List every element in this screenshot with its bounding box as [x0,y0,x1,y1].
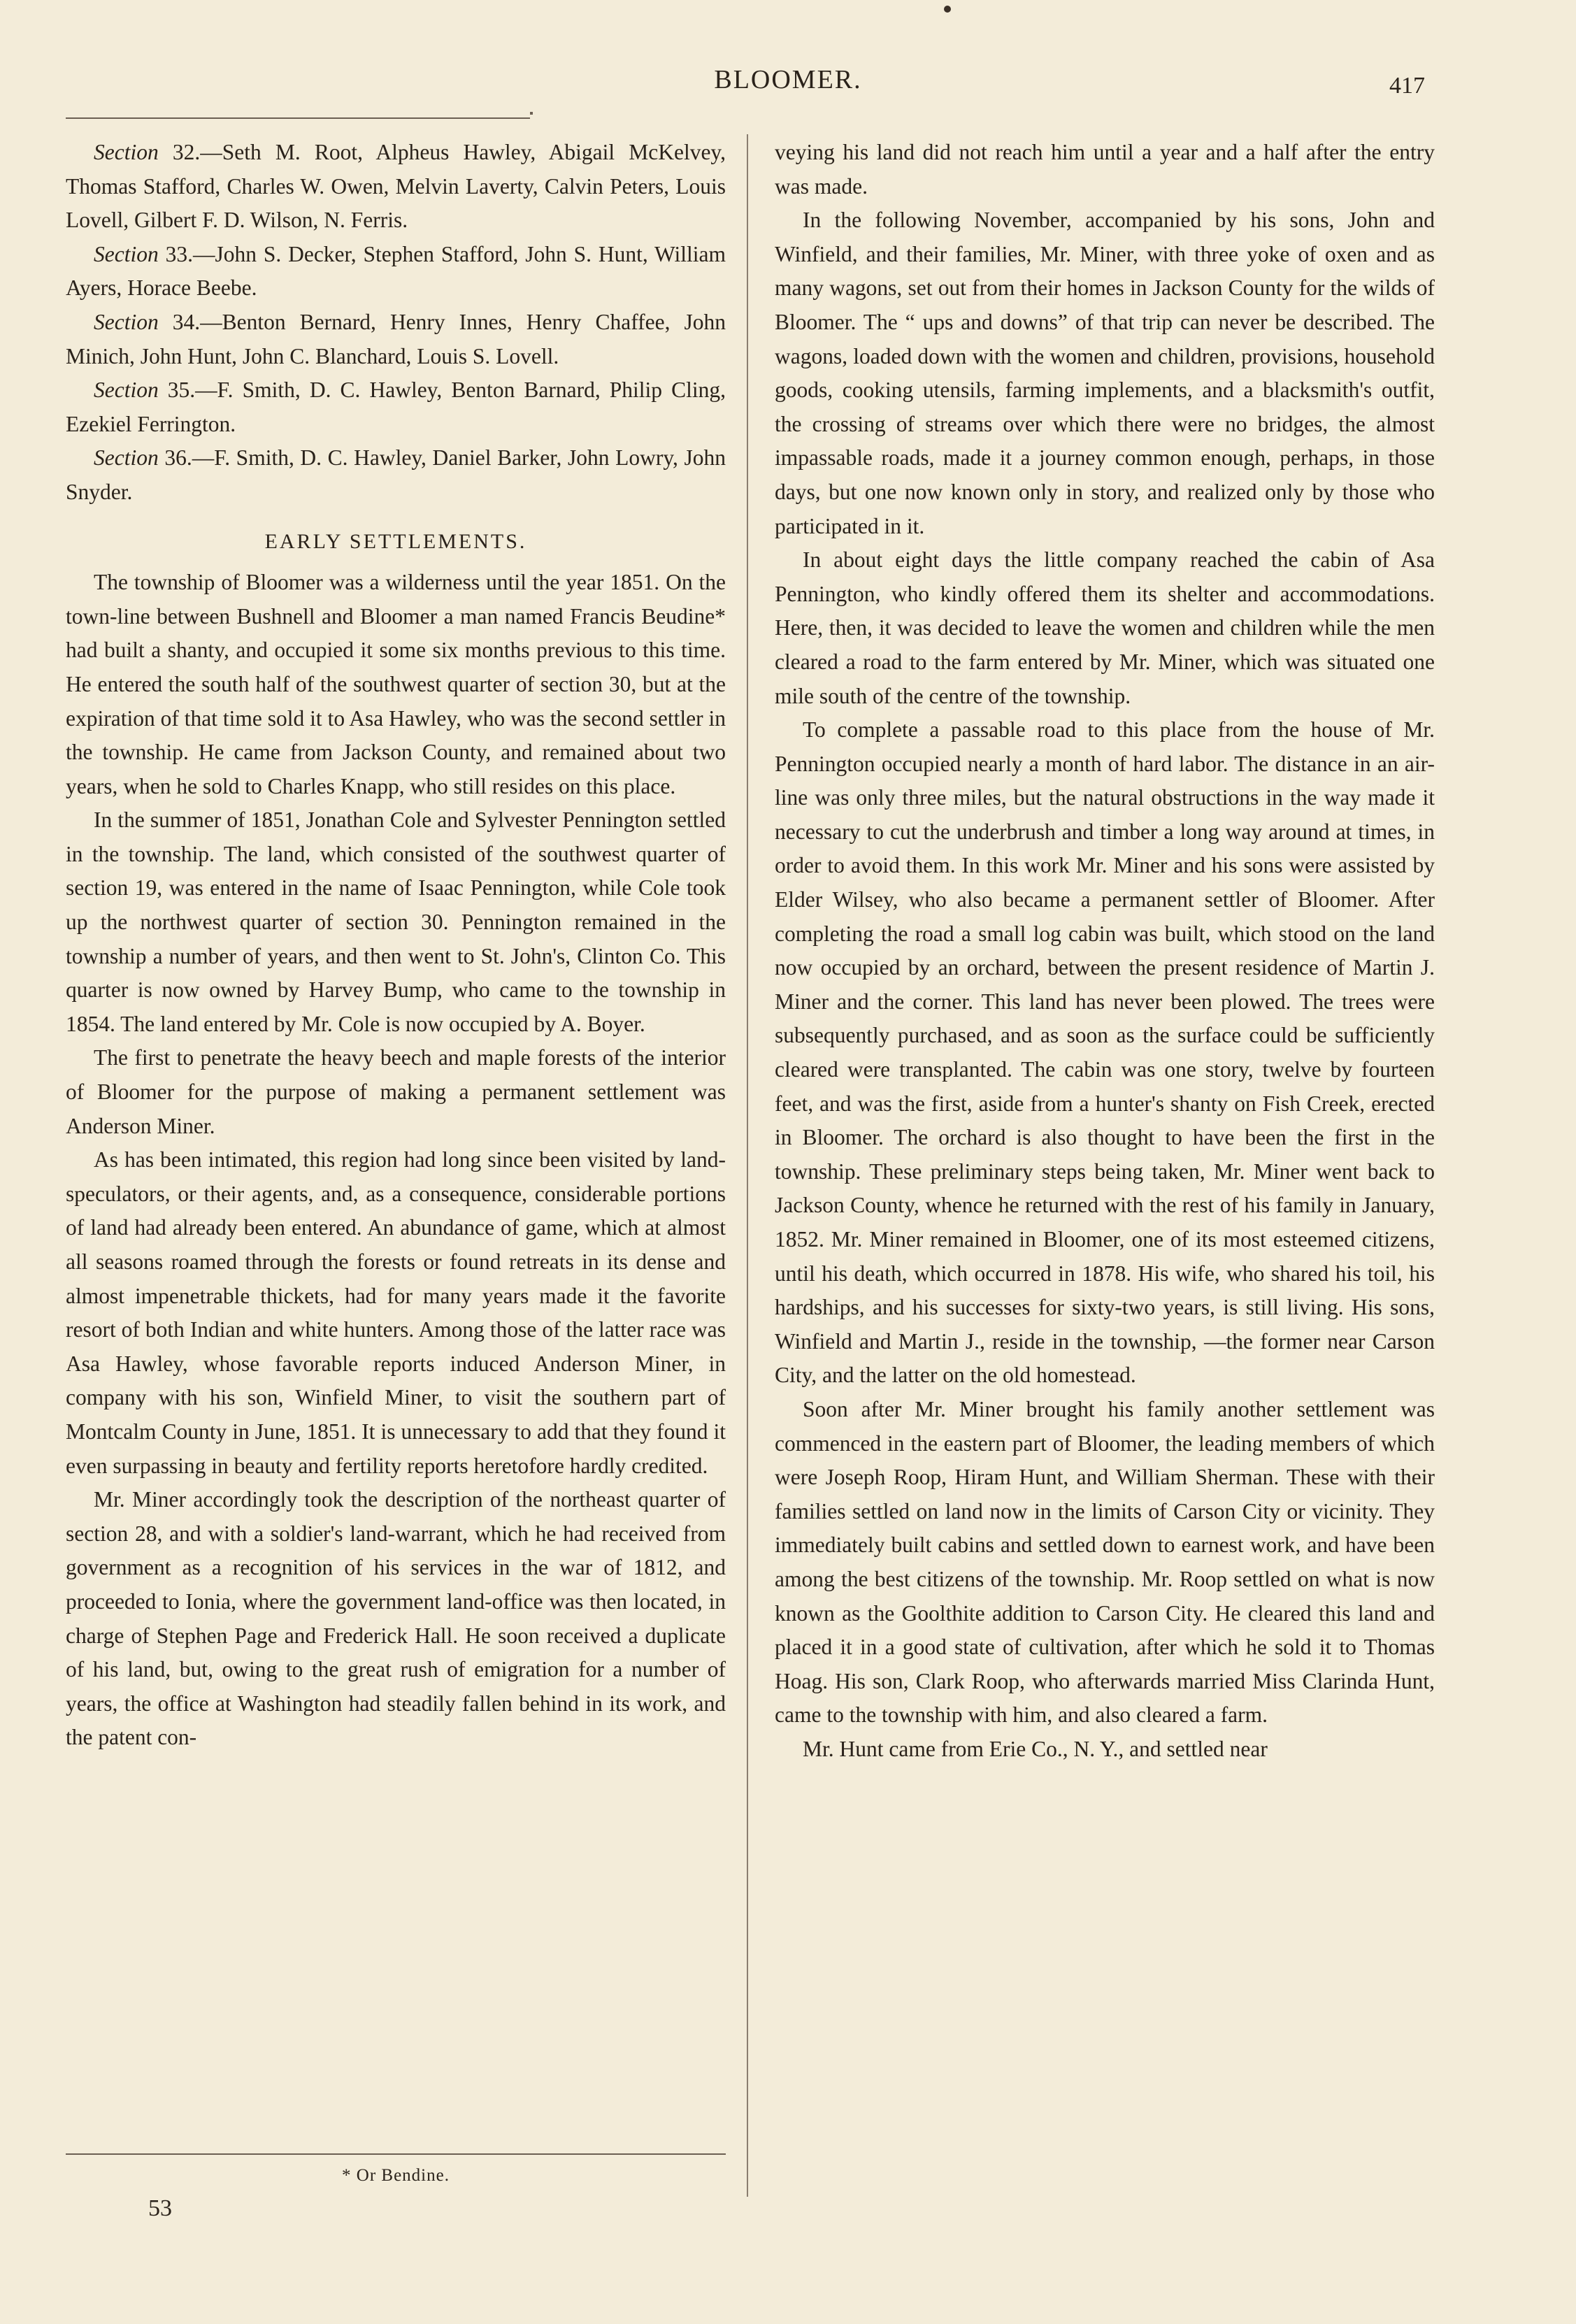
footnote-rule [66,2153,726,2155]
footnote: * Or Bendine. [342,2166,450,2185]
body-paragraph: Soon after Mr. Miner brought his family another settlement was commenced in the eastern part of Bloomer, the leading members of which were Joseph Roop, Hiram Hunt, and William Sherman. These with their families settled on land now in the limits of Carson City or vicinity. They immediately built cabins and settled down to earnest work, and have been among the best citizens of the township. Mr. Roop settled on what is now known as the Goolthite addition to Carson City. He cleared this land and placed it in a good state of cultivation, after which he sold it to Thomas Hoag. His son, Clark Roop, who afterwards married Miss Clarinda Hunt, came to the township with him, and also cleared a farm. [775,1396,1435,1728]
body-paragraph: Mr. Hunt came from Erie Co., N. Y., and settled near [803,1736,1268,1761]
section-entry-35 [66,373,726,441]
section-label: Section [94,378,159,403]
section-entry-34 [66,306,726,373]
signature-mark: 53 [148,2195,172,2221]
section-label: Section [94,140,159,164]
section-label: Section [94,241,159,266]
section-entry-32 [66,136,726,238]
section-heading: EARLY SETTLEMENTS. [264,529,527,553]
section-label: Section [94,445,159,471]
body-paragraph: In the summer of 1851, Jonathan Cole and Sylvester Pennington settled in the township. The land, which consisted of the southwest quarter of section 19, was entered in the name of Isaac Pennington, while Cole took up the northwest quarter of section 30. Pennington remained in the township a number of years, and then went to St. John's, Clinton Co. This quarter is now owned by Harvey Bump, who came to the township in 1854. The land entered by Mr. Cole is now occupied by A. Boyer. [66,808,726,1036]
running-head: BLOOMER. [714,65,862,94]
section-text: 35.—F. Smith, D. C. Hawley, Benton Barnard, Philip Cling, Ezekiel Ferrington. [66,378,726,436]
section-text: 32.—Seth M. Root, Alpheus Hawley, Abigail McKelvey, Thomas Stafford, Charles W. Owen, Melvin Laverty, Calvin Peters, Louis Lovell, Gilbert F. D. Wilson, N. Ferris. [66,140,726,233]
right-column [775,136,1435,1767]
body-paragraph: In the following November, accompanied by his sons, John and Winfield, and their families, Mr. Miner, with three yoke of oxen and as many wagons, set out from their homes in Jackson County for the wilds of Bloomer. The “ ups and downs” of that trip can never be described. The wagons, loaded down with the women and children, provisions, household goods, cooking utensils, farming implements, and a blacksmith's outfit, the crossing of streams over which there were no bridges, the almost impassable roads, made it a journey common enough, perhaps, in those days, but one now known only in story, and realized only by those who participated in it. [775,208,1435,538]
body-paragraph: In about eight days the little company reached the cabin of Asa Pennington, who kindly offered them its shelter and accommodations. Here, then, it was decided to leave the women and children while the men cleared a road to the farm entered by Mr. Miner, which was situated one mile south of the centre of the township. [775,547,1435,708]
section-entry-33 [66,238,726,306]
header-rule [66,117,530,119]
section-text: 36.—F. Smith, D. C. Hawley, Daniel Barker, John Lowry, John Snyder. [66,445,726,504]
body-paragraph-continued: veying his land did not reach him until a year and a half after the entry was made. [775,140,1435,199]
body-paragraph: The first to penetrate the heavy beech and maple forests of the interior of Bloomer for the purpose of making a permanent settlement was Anderson Miner. [66,1045,726,1138]
ink-dot [944,6,951,13]
section-label: Section [94,309,159,334]
column-divider [747,134,748,2197]
left-column [66,136,726,1755]
body-paragraph: The township of Bloomer was a wilderness until the year 1851. On the town-line between Bushnell and Bloomer a man named Francis Beudine* had built a shanty, and occupied it some six months previous to this time. He entered the south half of the southwest quarter of section 30, but at the expiration of that time sold it to Asa Hawley, who was the second settler in the township. He came from Jackson County, and remained about two years, when he sold to Charles Knapp, who still resides on this place. [66,570,726,798]
page-number: 417 [1389,73,1425,99]
section-entry-36 [66,441,726,509]
body-paragraph: To complete a passable road to this place from the house of Mr. Pennington occupied nearly a month of hard labor. The distance in an air-line was only three miles, but the natural obstructions in the way made it necessary to cut the underbrush and timber a long way around at times, in order to avoid them. In this work Mr. Miner and his sons were assisted by Elder Wilsey, who also became a permanent settler of Bloomer. After completing the road a small log cabin was built, which stood on the land now occupied by an orchard, between the present residence of Martin J. Miner and the corner. This land has never been plowed. The trees were subsequently purchased, and as soon as the surface could be sufficiently cleared were transplanted. The cabin was one story, twelve by fourteen feet, and was the first, aside from a hunter's shanty on Fish Creek, erected in Bloomer. The orchard is also thought to have been the first in the township. These preliminary steps being taken, Mr. Miner went back to Jackson County, whence he returned with the rest of his family in January, 1852. Mr. Miner remained in Bloomer, one of its most esteemed citizens, until his death, which occurred in 1878. His wife, who shared his toil, his hardships, and his successes for sixty-two years, is still living. His sons, Winfield and Martin J., reside in the township, —the former near Carson City, and the latter on the old homestead. [775,717,1435,1388]
rule-tick [530,112,533,115]
section-text: 33.—John S. Decker, Stephen Stafford, John S. Hunt, William Ayers, Horace Beebe. [66,241,726,301]
body-paragraph: As has been intimated, this region had long since been visited by land-speculators, or their agents, and, as a consequence, considerable portions of land had already been entered. An abundance of game, which at almost all seasons roamed through the forests or found retreats in its dense and almost impenetrable thickets, had for many years made it the favorite resort of both Indian and white hunters. Among those of the latter race was Asa Hawley, whose favorable reports induced Anderson Miner, in company with his son, Winfield Miner, to visit the southern part of Montcalm County in June, 1851. It is unnecessary to add that they found it even surpassing in beauty and fertility reports heretofore hardly credited. [66,1147,726,1478]
body-paragraph: Mr. Miner accordingly took the description of the northeast quarter of section 28, and with a soldier's land-warrant, which he had received from government as a recognition of his services in the war of 1812, and proceeded to Ionia, where the government land-office was then located, in charge of Stephen Page and Frederick Hall. He soon received a duplicate of his land, but, owing to the great rush of emigration for a number of years, the office at Washington had steadily fallen behind in its work, and the patent con- [66,1487,726,1750]
section-text: 34.—Benton Bernard, Henry Innes, Henry Chaffee, John Minich, John Hunt, John C. Blanchard, Louis S. Lovell. [66,309,726,368]
